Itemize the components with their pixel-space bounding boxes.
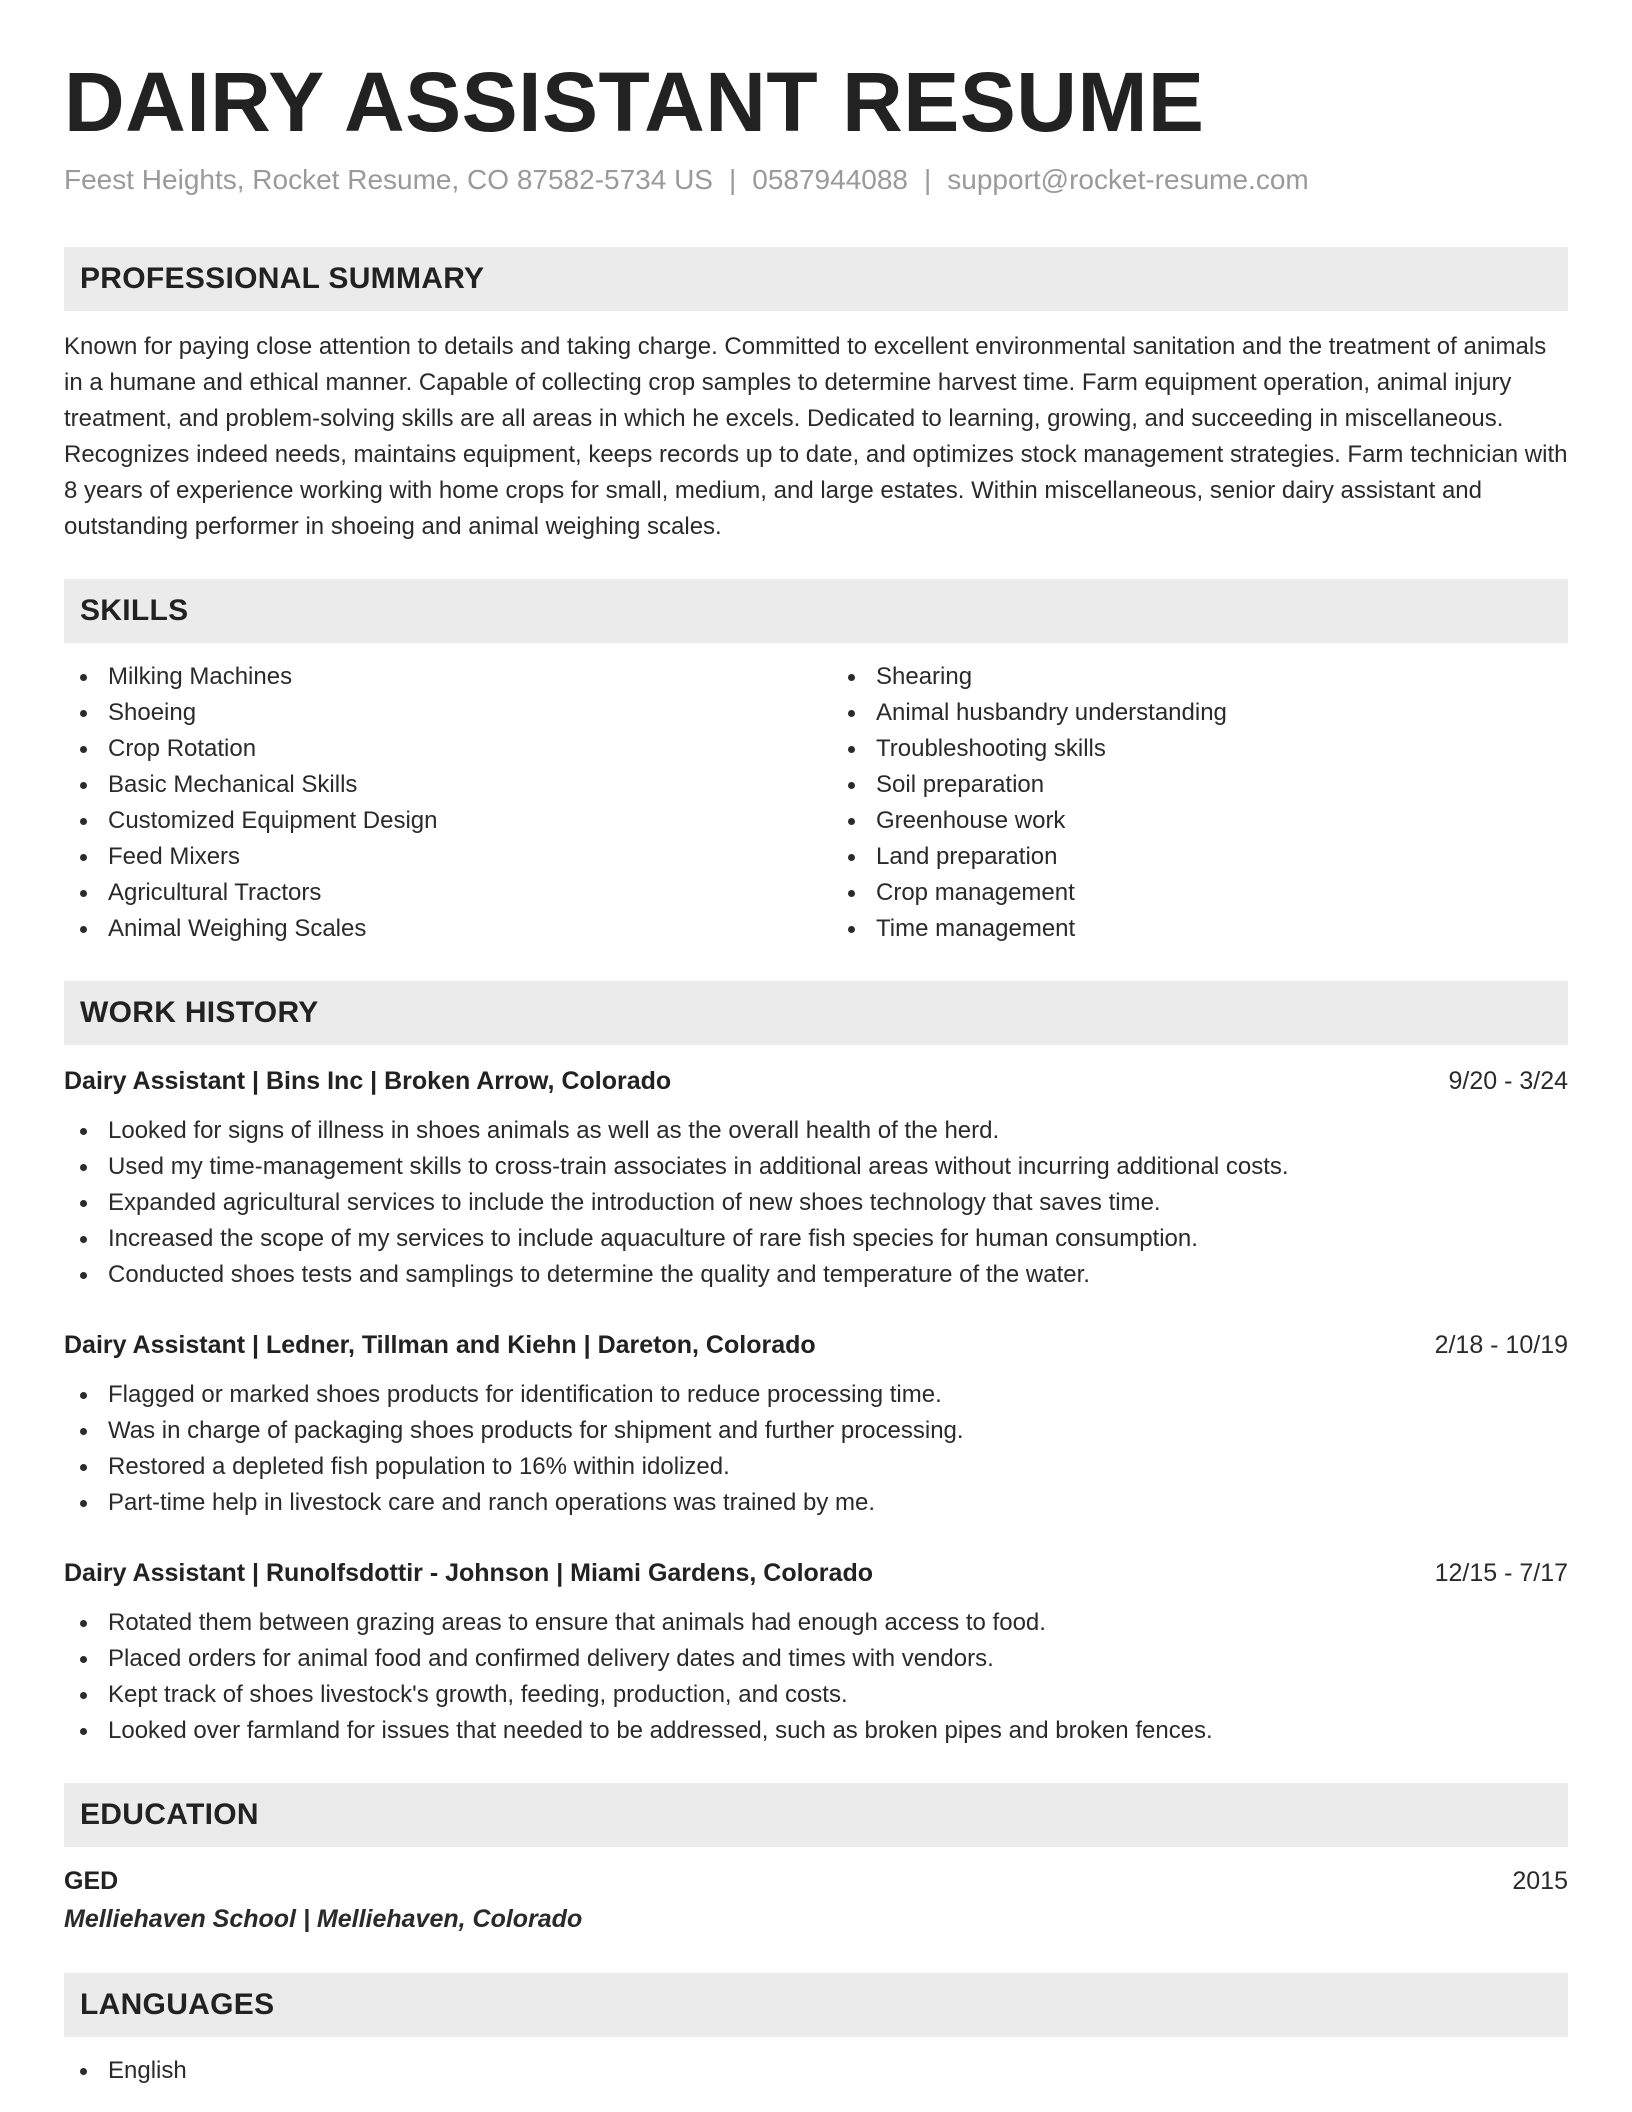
job-bullet: Kept track of shoes livestock's growth, feeding, production, and costs. bbox=[64, 1677, 1568, 1713]
skills-list bbox=[64, 659, 1568, 947]
job-bullet: Looked for signs of illness in shoes animals as well as the overall health of the herd. bbox=[64, 1113, 1568, 1149]
job-title: Dairy Assistant | Bins Inc | Broken Arrow, Colorado bbox=[64, 1066, 672, 1095]
skill-item: Soil preparation bbox=[832, 767, 1568, 803]
job-bullet: Used my time-management skills to cross-train associates in additional areas without incurring additional costs. bbox=[64, 1149, 1568, 1185]
skill-item: Feed Mixers bbox=[64, 839, 800, 875]
skill-item: Shearing bbox=[832, 659, 1568, 695]
section-header-skills bbox=[64, 579, 1568, 643]
skill-item: Agricultural Tractors bbox=[64, 875, 800, 911]
skill-item: Troubleshooting skills bbox=[832, 731, 1568, 767]
section-header-work-history bbox=[64, 981, 1568, 1045]
language-item: English bbox=[64, 2053, 1568, 2089]
job-bullet: Restored a depleted fish population to 16% within idolized. bbox=[64, 1449, 1568, 1485]
contact-separator: | bbox=[924, 164, 932, 196]
contact-address: Feest Heights, Rocket Resume, CO 87582-5734 US bbox=[64, 164, 713, 196]
job-bullet: Part-time help in livestock care and ranch operations was trained by me. bbox=[64, 1485, 1568, 1521]
job-header bbox=[64, 1555, 1568, 1591]
job-title: Dairy Assistant | Runolfsdottir - Johnson | Miami Gardens, Colorado bbox=[64, 1558, 873, 1587]
education-year: 2015 bbox=[1512, 1866, 1568, 1895]
job-dates: 2/18 - 10/19 bbox=[1434, 1330, 1568, 1359]
skills-column-right bbox=[832, 659, 1568, 947]
section-title: WORK HISTORY bbox=[80, 995, 319, 1029]
skill-item: Basic Mechanical Skills bbox=[64, 767, 800, 803]
summary-text: Known for paying close attention to details and taking charge. Committed to excellent environmental sanitation and the treatment of animals in a humane and ethical manner. Capable of collecting crop samples to determine harvest time. Farm equipment operation, animal injury treatment, and problem-solving skills are all areas in which he excels. Dedicated to learning, growing, and succeeding in miscellaneous. Recognizes indeed needs, maintains equipment, keeps records up to date, and optimizes stock management strategies. Farm technician with 8 years of experience working with home crops for small, medium, and large estates. Within miscellaneous, senior dairy assistant and outstanding performer in shoeing and animal weighing scales. bbox=[64, 332, 1568, 540]
resume-title: DAIRY ASSISTANT RESUME bbox=[64, 55, 1205, 149]
job-bullets bbox=[64, 1605, 1568, 1749]
languages-list bbox=[64, 2053, 1568, 2089]
job-bullet: Was in charge of packaging shoes products for shipment and further processing. bbox=[64, 1413, 1568, 1449]
skill-item: Land preparation bbox=[832, 839, 1568, 875]
job-bullet: Expanded agricultural services to include the introduction of new shoes technology that saves time. bbox=[64, 1185, 1568, 1221]
section-title: PROFESSIONAL SUMMARY bbox=[80, 261, 485, 295]
job-bullet: Conducted shoes tests and samplings to determine the quality and temperature of the water. bbox=[64, 1257, 1568, 1293]
job-bullet: Looked over farmland for issues that needed to be addressed, such as broken pipes and broken fences. bbox=[64, 1713, 1568, 1749]
job-bullet: Increased the scope of my services to include aquaculture of rare fish species for human consumption. bbox=[64, 1221, 1568, 1257]
section-header-languages bbox=[64, 1973, 1568, 2037]
job-dates: 12/15 - 7/17 bbox=[1434, 1558, 1568, 1587]
contact-separator: | bbox=[728, 164, 737, 196]
section-title: EDUCATION bbox=[80, 1797, 259, 1831]
job-title: Dairy Assistant | Ledner, Tillman and Kiehn | Dareton, Colorado bbox=[64, 1330, 816, 1359]
skill-item: Crop Rotation bbox=[64, 731, 800, 767]
skills-column-left bbox=[64, 659, 800, 947]
job-bullet: Flagged or marked shoes products for identification to reduce processing time. bbox=[64, 1377, 1568, 1413]
skill-item: Customized Equipment Design bbox=[64, 803, 800, 839]
section-header-summary bbox=[64, 247, 1568, 311]
job-header bbox=[64, 1063, 1568, 1099]
skill-item: Shoeing bbox=[64, 695, 800, 731]
contact-email: support@rocket-resume.com bbox=[947, 164, 1309, 196]
job-bullet: Placed orders for animal food and confirmed delivery dates and times with vendors. bbox=[64, 1641, 1568, 1677]
job-bullets bbox=[64, 1377, 1568, 1521]
skill-item: Time management bbox=[832, 911, 1568, 947]
job-header bbox=[64, 1327, 1568, 1363]
section-title: LANGUAGES bbox=[80, 1987, 275, 2021]
education-header bbox=[64, 1863, 1568, 1899]
section-title: SKILLS bbox=[80, 593, 189, 627]
education-school: Melliehaven School | Melliehaven, Colorado bbox=[64, 1904, 583, 1933]
job-entry bbox=[64, 1555, 1568, 1749]
contact-line bbox=[64, 162, 1568, 198]
job-entry bbox=[64, 1063, 1568, 1293]
education-entry bbox=[64, 1863, 1568, 1939]
job-dates: 9/20 - 3/24 bbox=[1448, 1066, 1568, 1095]
skill-item: Milking Machines bbox=[64, 659, 800, 695]
job-bullets bbox=[64, 1113, 1568, 1293]
skill-item: Animal husbandry understanding bbox=[832, 695, 1568, 731]
section-header-education bbox=[64, 1783, 1568, 1847]
education-degree: GED bbox=[64, 1866, 119, 1895]
job-entry bbox=[64, 1327, 1568, 1521]
skill-item: Crop management bbox=[832, 875, 1568, 911]
job-bullet: Rotated them between grazing areas to ensure that animals had enough access to food. bbox=[64, 1605, 1568, 1641]
contact-phone: 0587944088 bbox=[752, 164, 908, 196]
skill-item: Greenhouse work bbox=[832, 803, 1568, 839]
skill-item: Animal Weighing Scales bbox=[64, 911, 800, 947]
